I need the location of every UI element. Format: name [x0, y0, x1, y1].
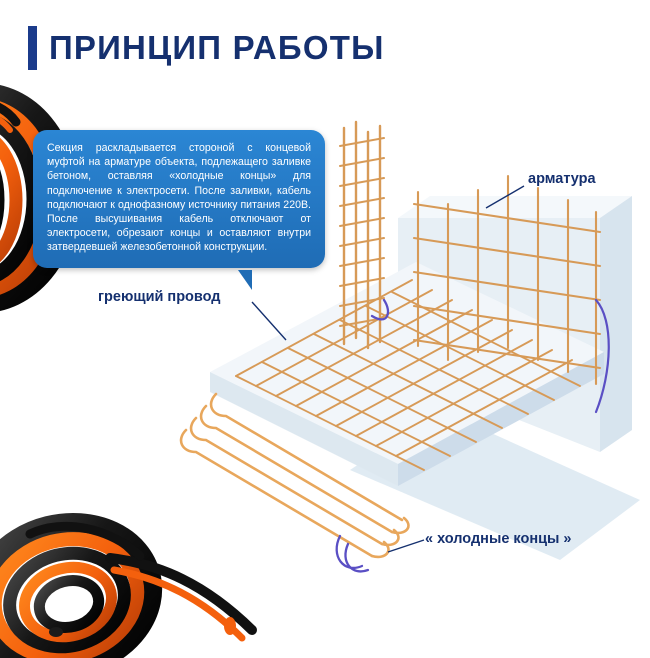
page-title: ПРИНЦИП РАБОТЫ [49, 29, 385, 66]
leader-line-heating-wire [252, 302, 286, 340]
label-rebar: арматура [528, 171, 596, 187]
description-callout [33, 130, 325, 268]
leader-line-cold-ends [388, 540, 424, 552]
label-heating-wire: греющий провод [98, 289, 221, 305]
label-cold-ends: « холодные концы » [425, 531, 572, 547]
description-text: Секция раскладывается стороной с концевой муфтой на арматуре объекта, подлежащего заливке бетоном, оставляя «холодные концы» для подключение к электросети. После заливки, кабель подключают к однофазному источнику питания 220В. После высушивания кабель отключают от электросети, обрезают концы и оставляют внутри затвердевшей железобетонной конструкции. [47, 142, 311, 254]
callout-tail [238, 270, 252, 290]
